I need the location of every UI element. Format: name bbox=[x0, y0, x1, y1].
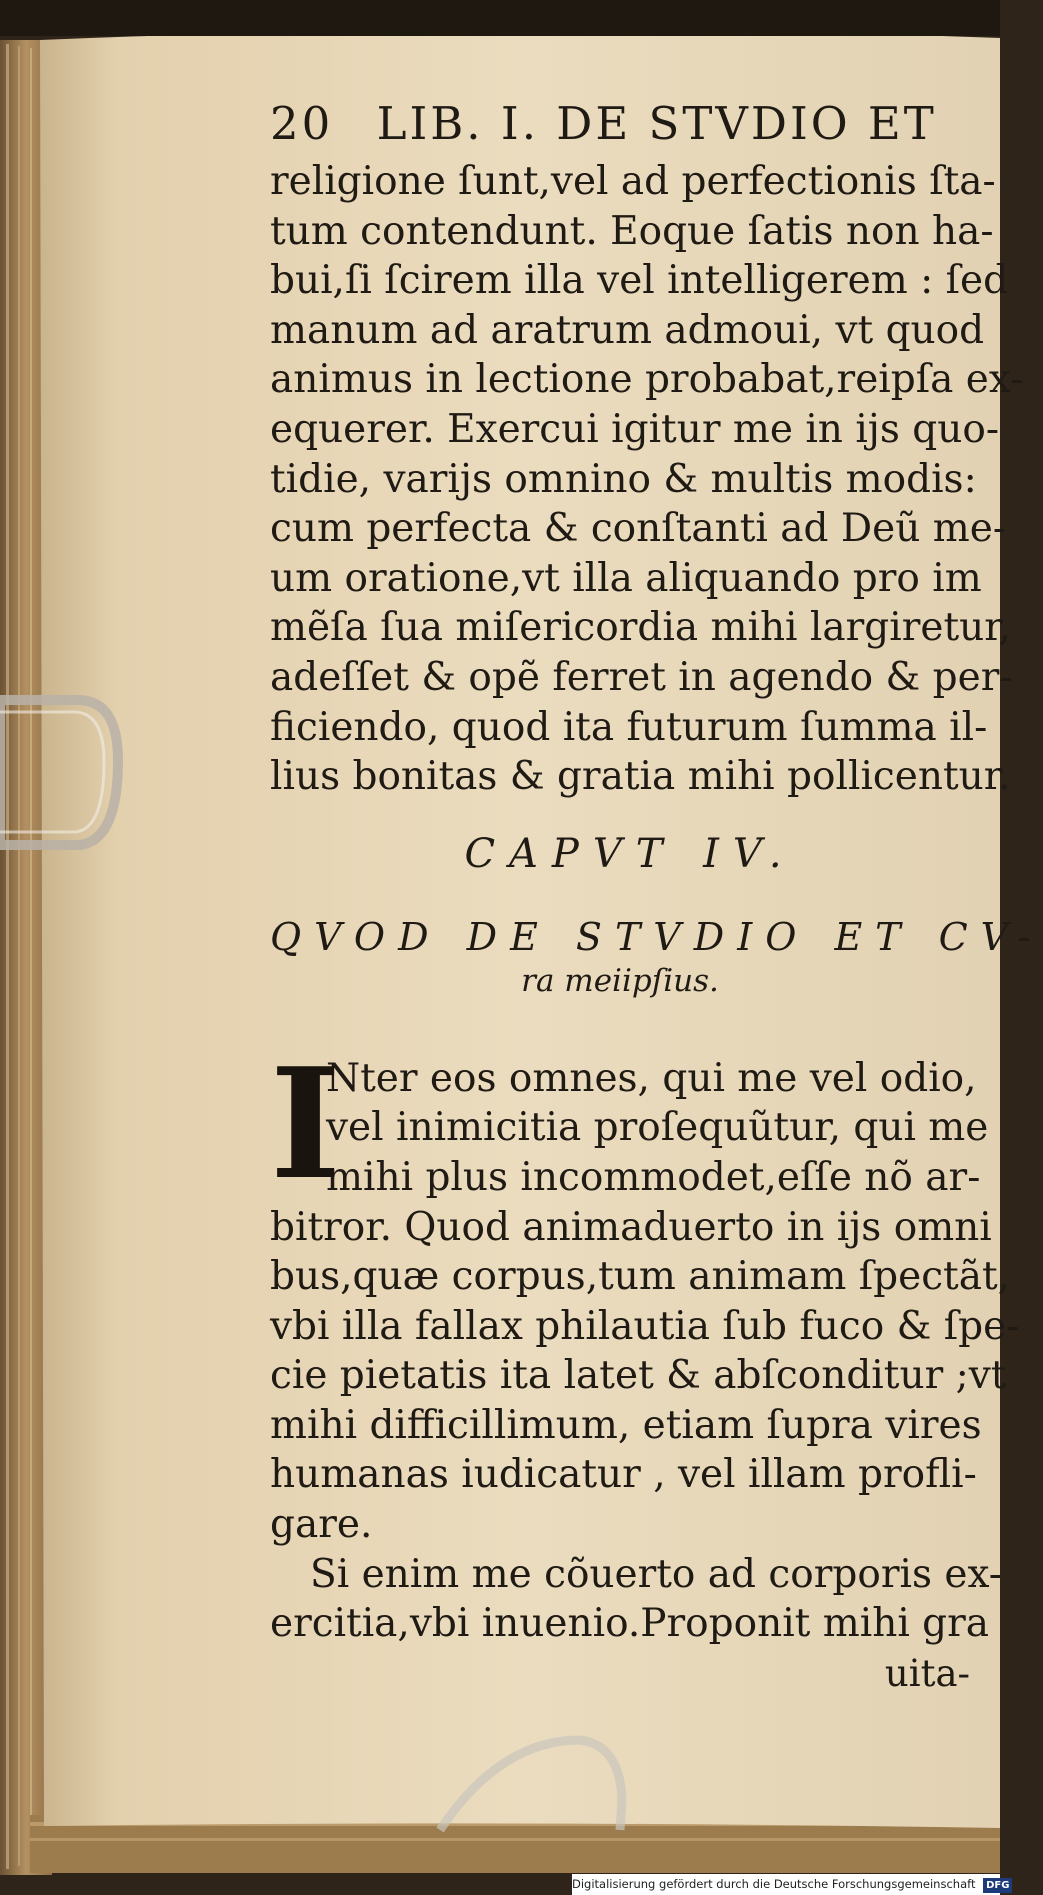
page-number: 20 bbox=[270, 97, 334, 150]
text-line: equerer. Exercui igitur me in ijs quo- bbox=[270, 406, 1000, 452]
text-line: Si enim me cõuerto ad corporis ex- bbox=[310, 1551, 1002, 1597]
running-header bbox=[270, 95, 970, 153]
text-line: religione ſunt,vel ad perfectionis ſta- bbox=[270, 159, 996, 204]
text-line: um oratione,vt illa aliquando pro im bbox=[270, 555, 982, 601]
text-line: humanas iudicatur , vel illam profli- bbox=[270, 1452, 977, 1498]
paragraph-1 bbox=[270, 157, 1024, 802]
text-line: vel inimicitia proſequũtur, qui me bbox=[326, 1105, 989, 1151]
digitization-credit bbox=[572, 1874, 1010, 1895]
text-line: gare. bbox=[270, 1502, 373, 1548]
text-line: bui,ſi ſcirem illa vel intelligerem : ſed bbox=[270, 258, 1009, 304]
running-head: LIB. I. DE STVDIO ET bbox=[376, 97, 937, 150]
paragraph-3 bbox=[270, 1550, 1002, 1649]
drop-cap: I bbox=[270, 1033, 342, 1213]
chapter-heading: CAPVT IV. bbox=[464, 830, 796, 877]
text-line: adeſſet & opẽ ferret in agendo & per- bbox=[270, 654, 1013, 700]
text-line: vbi illa fallax philautia ſub fuco & ſpe- bbox=[270, 1303, 1020, 1349]
text-line: tum contendunt. Eoque ſatis non ha- bbox=[270, 208, 994, 254]
text-line: mihi plus incommodet,eſſe nõ ar- bbox=[326, 1154, 981, 1200]
text-line: bus,quæ corpus,tum animam ſpectãt, bbox=[270, 1254, 1011, 1300]
text-line: mẽſa ſua miſericordia mihi largiretur, bbox=[270, 605, 1011, 651]
chapter-title: QVOD DE STVDIO ET CV- bbox=[270, 914, 1043, 959]
text-line: tidie, varijs omnino & multis modis: bbox=[270, 456, 977, 502]
text-line: ficiendo, quod ita futurum ſumma il- bbox=[270, 704, 988, 750]
text-line: cum perfecta & conſtanti ad Deũ me- bbox=[270, 506, 1006, 552]
text-line: bitror. Quod animaduerto in ijs omni bbox=[270, 1204, 992, 1250]
catchword: uita- bbox=[884, 1651, 970, 1695]
text-line: cie pietatis ita latet & abſconditur ;vt bbox=[270, 1353, 1007, 1399]
credit-text: Digitalisierung gefördert durch die Deutsche Forschungsgemeinschaft bbox=[572, 1877, 976, 1891]
text-line: Nter eos omnes, qui me vel odio, bbox=[326, 1055, 977, 1101]
text-line: lius bonitas & gratia mihi pollicentur. bbox=[270, 754, 1011, 800]
paragraph-2 bbox=[270, 1033, 1020, 1550]
page-content bbox=[270, 95, 1043, 1698]
text-line: mihi difficillimum, etiam ſupra vires bbox=[270, 1402, 982, 1448]
dfg-logo bbox=[983, 1878, 1012, 1893]
text-line: animus in lectione probabat,reipſa ex- bbox=[270, 357, 1024, 403]
text-line: ercitia,vbi inuenio.Proponit mihi gra bbox=[270, 1601, 990, 1647]
text-line: manum ad aratrum admoui, vt quod bbox=[270, 307, 985, 353]
dfg-logo-text: DFG bbox=[986, 1880, 1010, 1891]
chapter-title-continuation: ra meiipſius. bbox=[521, 962, 719, 999]
